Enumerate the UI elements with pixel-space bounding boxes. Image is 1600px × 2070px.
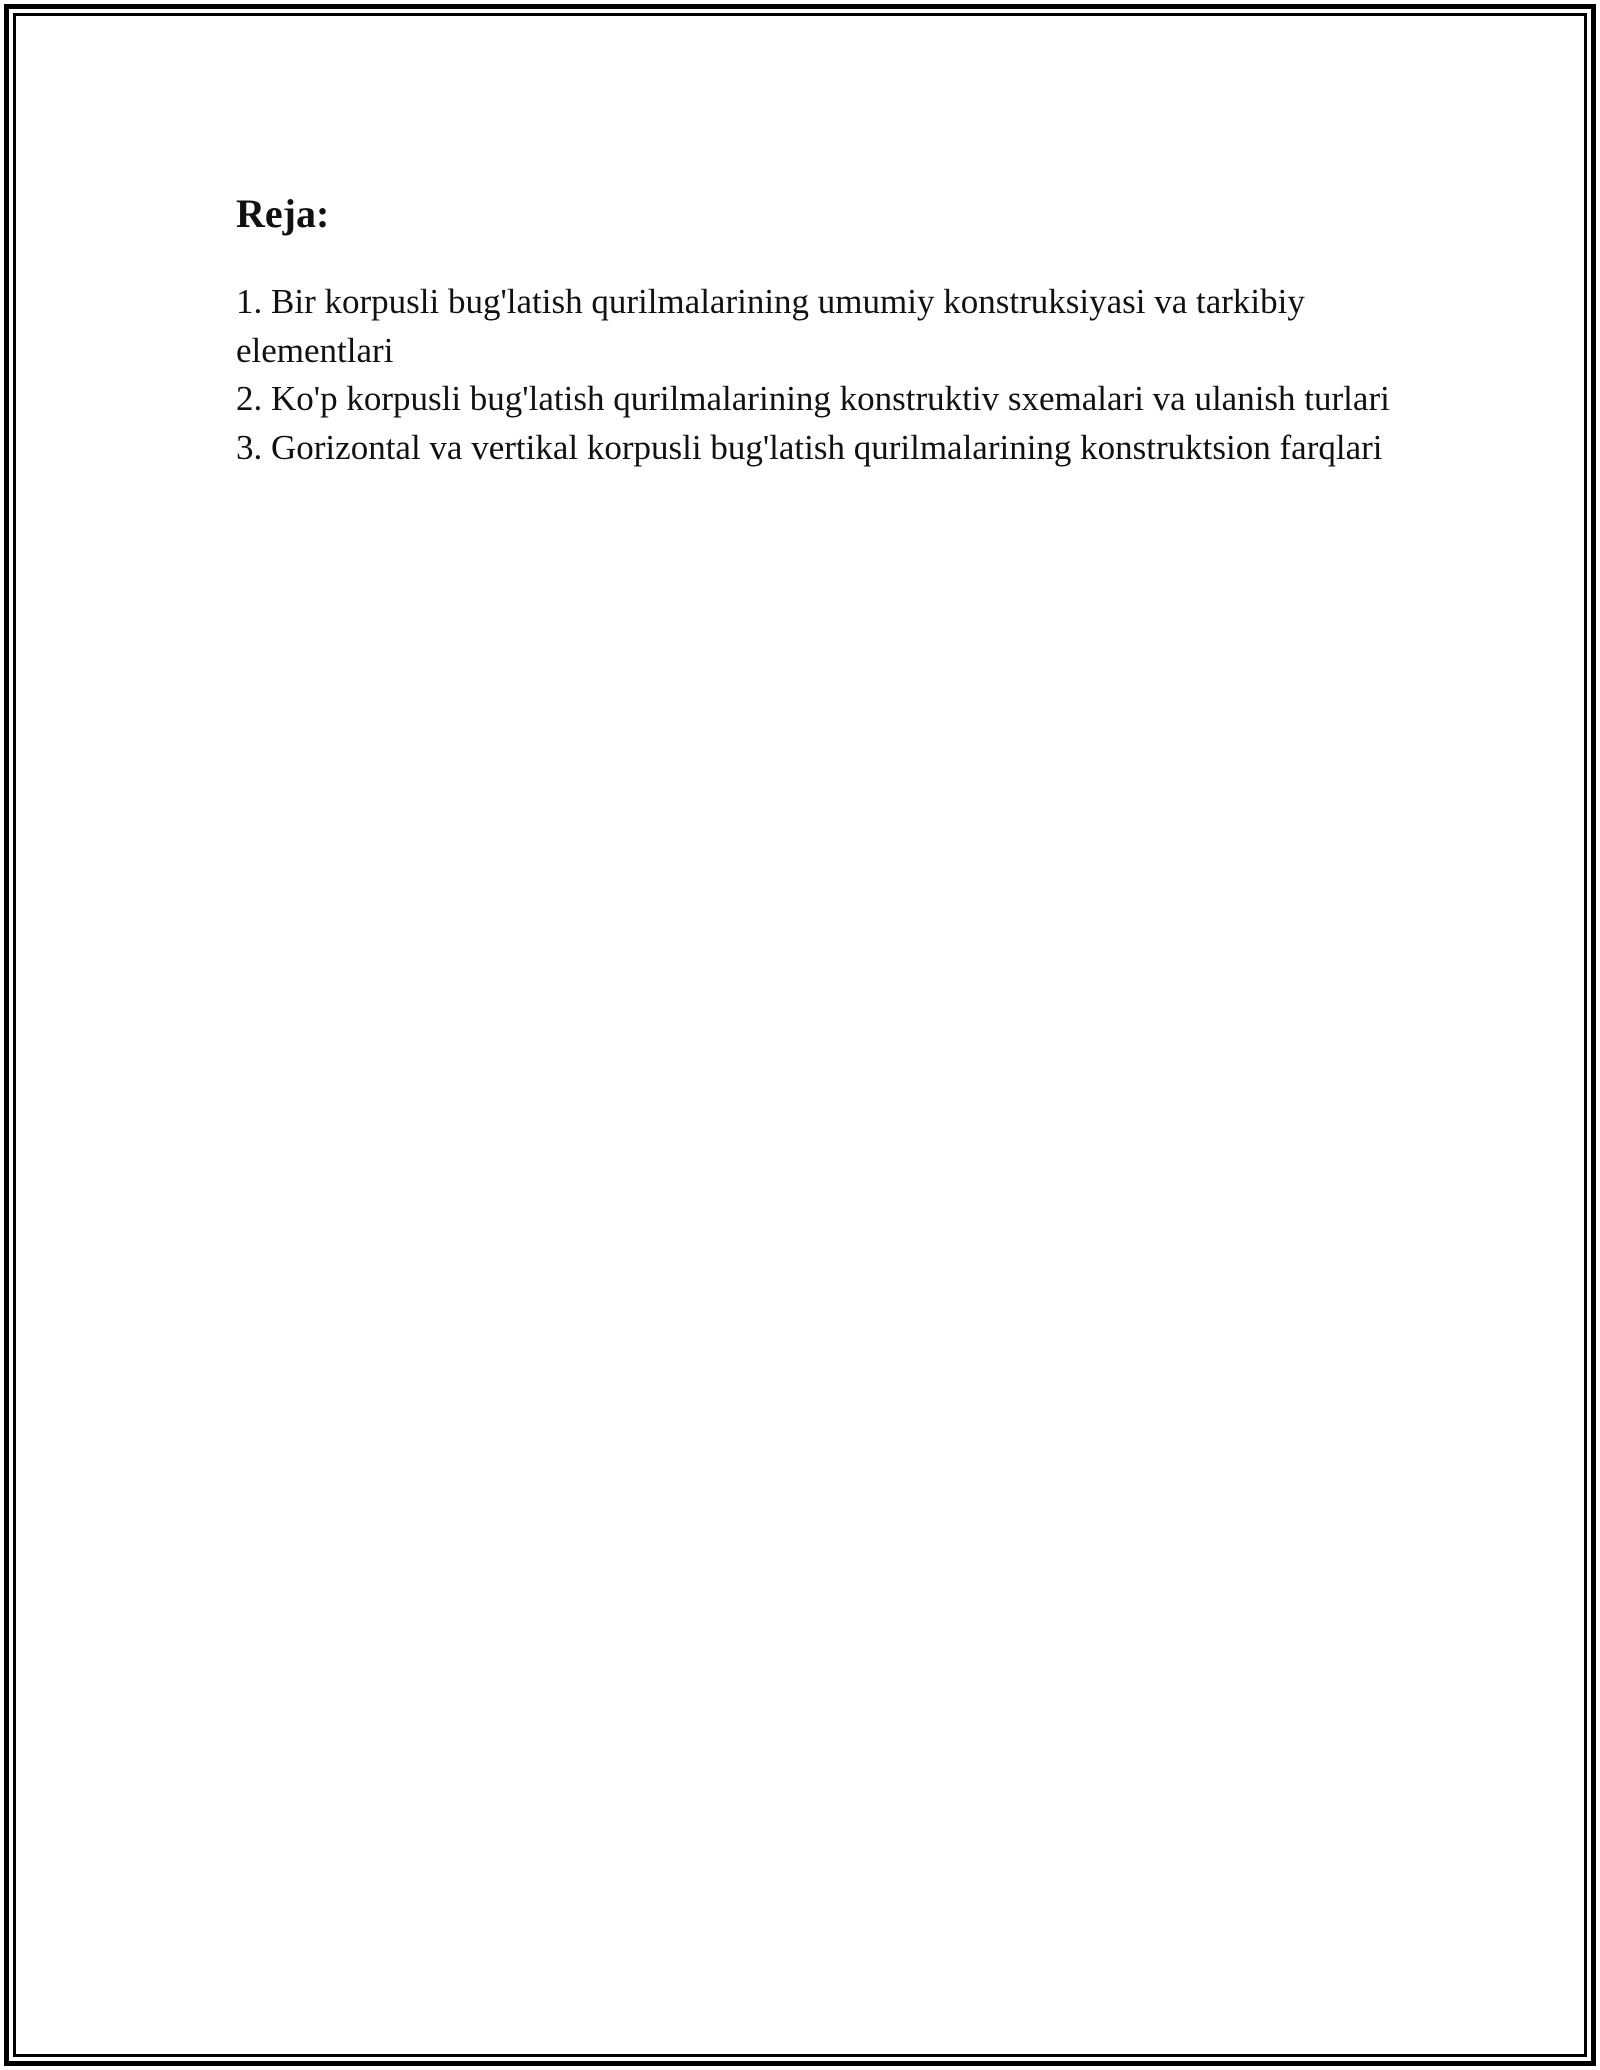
plan-list: [236, 278, 1396, 472]
page-content: [236, 184, 1396, 472]
plan-item-3: 3. Gorizontal va vertikal korpusli bug'latish qurilmalarining konstruktsion farqlari: [236, 427, 1383, 467]
plan-item-1: 1. Bir korpusli bug'latish qurilmalarining umumiy konstruksiyasi va tarkibiy elementlari: [236, 282, 1305, 370]
plan-item-2: 2. Ko'p korpusli bug'latish qurilmalarining konstruktiv sxemalari va ulanish turlari: [236, 379, 1390, 418]
page-title: Reja:: [236, 191, 330, 236]
